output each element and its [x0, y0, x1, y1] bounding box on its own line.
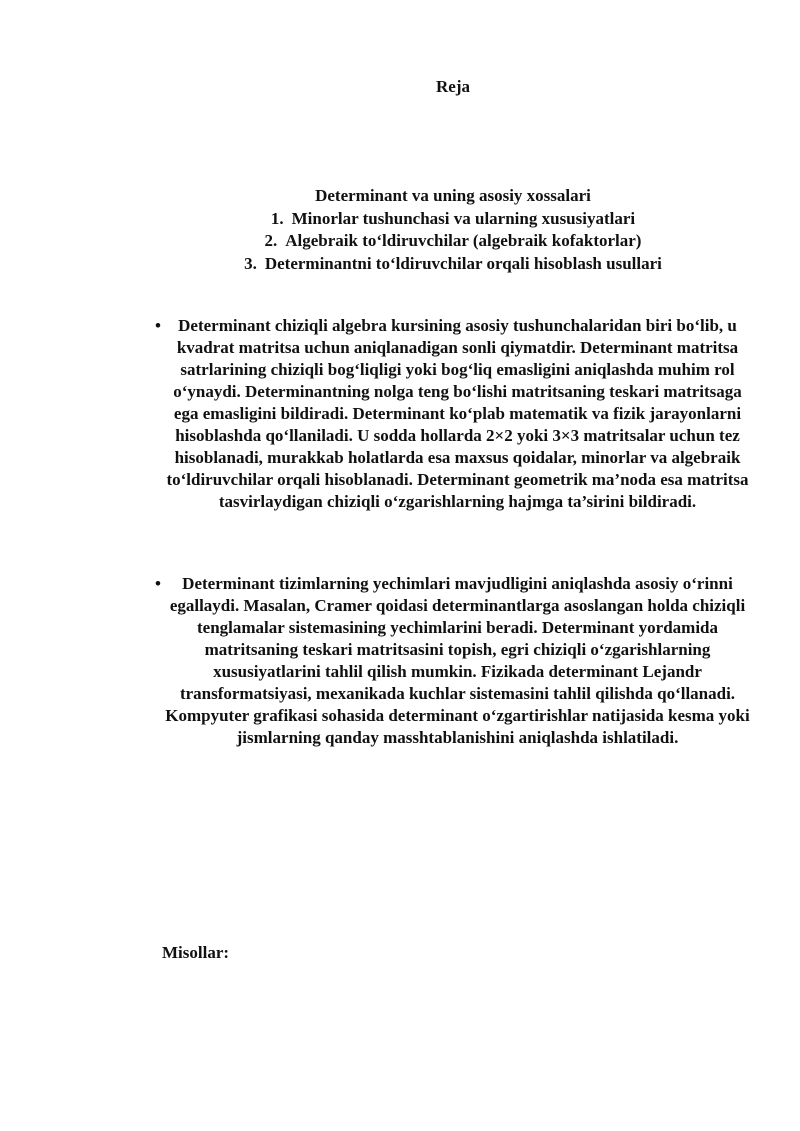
plan-heading: Determinant va uning asosiy xossalari	[315, 186, 591, 205]
page-title: Reja	[436, 77, 470, 96]
bullet-paragraph	[150, 573, 750, 749]
bullet-icon: •	[155, 316, 161, 335]
bullet-paragraph	[150, 315, 750, 513]
plan-item-number: 1.	[270, 208, 284, 228]
plan-item-label: Minorlar tushunchasi va ularning xususiyatlari	[291, 208, 636, 228]
bullet-text: Determinant chiziqli algebra kursining asosiy tushunchalaridan biri bo‘lib, u kvadrat matritsa uchun aniqlanadigan sonli qiymatdir. Determinant matritsa satrlarining chiziqli bog‘liqligi yoki bog‘liq emasligini aniqlashda muhim rol o‘ynaydi. Determinantning nolga teng bo‘lishi matritsaning teskari matritsaga ega emasligini bildiradi. Determinant ko‘plab matematik va fizik jarayonlarni hisoblashda qo‘llaniladi. U sodda hollarda 2×2 yoki 3×3 matritsalar uchun tez hisoblanadi, murakkab holatlarda esa maxsus qoidalar, minorlar va algebraik to‘ldiruvchilar orqali hisoblanadi. Determinant geometrik ma’noda esa matritsa tasvirlaydigan chiziqli o‘zgarishlarning hajmga ta’sirini bildiradi.	[166, 316, 749, 511]
bullet-text: Determinant tizimlarning yechimlari mavjudligini aniqlashda asosiy o‘rinni egallaydi. Masalan, Cramer qoidasi determinantlarga asoslangan holda chiziqli tenglamalar sistemasining yechimlarini beradi. Determinant yordamida matritsaning teskari matritsasini topish, egri chiziqli o‘zgarishlarning xususiyatlarini tahlil qilish mumkin. Fizikada determinant Lejandr transformatsiyasi, mexanikada kuchlar sistemasini tahlil qilishda qo‘llanadi. Kompyuter grafikasi sohasida determinant o‘zgartirishlar natijasida kesma yoki jismlarning qanday masshtablanishini aniqlashda ishlatiladi.	[165, 574, 750, 747]
plan-item-number: 3.	[244, 253, 257, 273]
plan-item-label: Algebraik to‘ldiruvchilar (algebraik kofaktorlar)	[285, 231, 642, 250]
plan-list	[0, 185, 800, 275]
bullet-icon: •	[155, 574, 161, 593]
plan-item	[0, 208, 800, 231]
plan-item-label: Determinantni to‘ldiruvchilar orqali hisoblash usullari	[264, 253, 662, 273]
plan-item	[0, 230, 800, 253]
plan-item-number: 2.	[264, 231, 278, 250]
examples-heading: Misollar:	[162, 943, 230, 962]
plan-item	[0, 253, 800, 276]
